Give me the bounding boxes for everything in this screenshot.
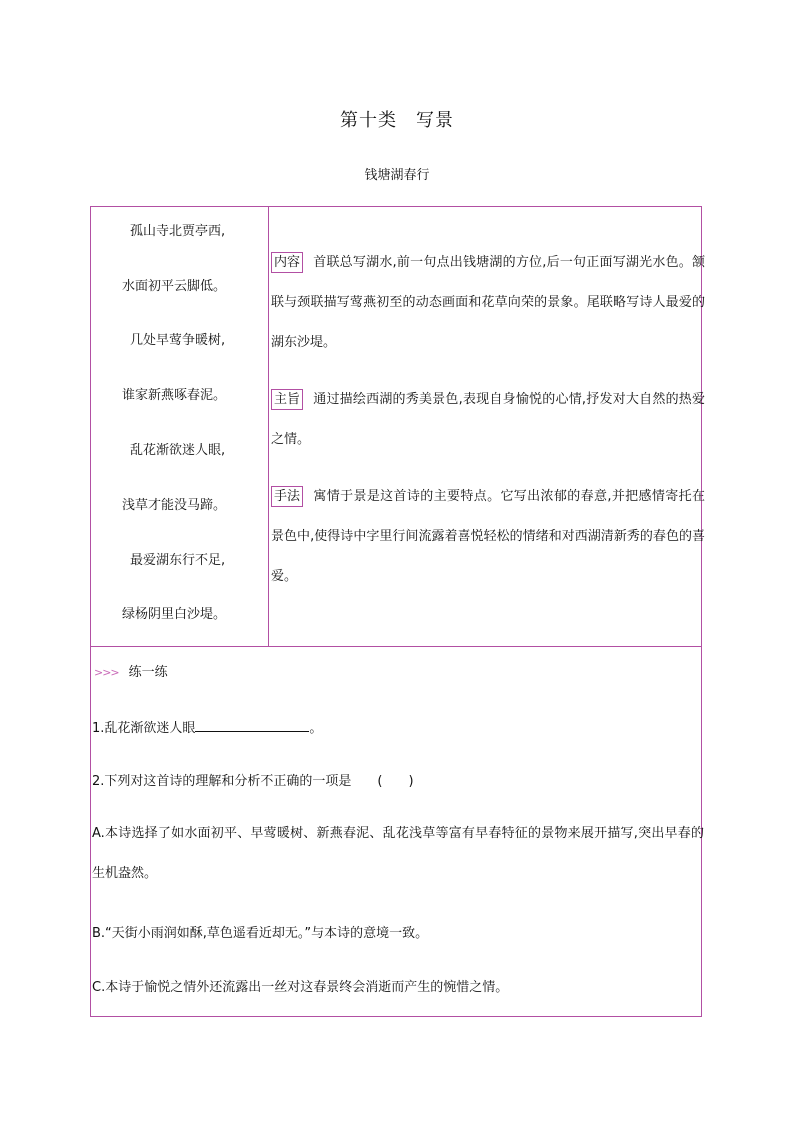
analysis-technique [271,477,705,597]
poem-line: 几处早莺争暖树, [130,333,226,348]
practice-heading: >>> 练一练 [94,665,168,680]
page-title: 第十类 写景 [340,110,454,131]
theme-tag: 主旨 [271,389,303,410]
content-text: 首联总写湖水,前一句点出钱塘湖的方位,后一句正面写湖光水色。颔联与颈联描写莺燕初至的动态画面和花草向荣的景象。尾联略写诗人最爱的湖东沙堤。 [271,255,705,350]
question-1: 1.乱花渐欲迷人眼 。 [92,717,322,736]
analysis-content [271,243,705,363]
option-a: A.本诗选择了如水面初平、早莺暖树、新燕春泥、乱花浅草等富有早春特征的景物来展开描写,突出早春的生机盎然。 [92,826,704,881]
poem-line: 绿杨阴里白沙堤。 [122,607,227,622]
content-tag: 内容 [271,252,303,273]
column-divider [268,206,269,646]
option-c: C.本诗于愉悦之情外还流露出一丝对这春景终会消逝而产生的惋惜之情。 [92,980,509,995]
poem-line: 最爱湖东行不足, [130,553,226,568]
poem-line: 孤山寺北贾亭西, [130,224,226,239]
technique-tag: 手法 [271,486,303,507]
poem-line: 谁家新燕啄春泥。 [122,388,227,403]
question-2: 2.下列对这首诗的理解和分析不正确的一项是 ( ) [92,774,414,789]
chevrons-icon: >>> [94,666,119,679]
option-b: B.“天街小雨润如酥,草色遥看近却无。”与本诗的意境一致。 [92,926,429,941]
technique-text: 寓情于景是这首诗的主要特点。它写出浓郁的春意,并把感情寄托在景色中,使得诗中字里行间流露着喜悦轻松的情绪和对西湖清新秀的春色的喜爱。 [271,489,705,584]
answer-blank[interactable] [195,718,309,732]
section-divider [90,646,702,647]
poem-title: 钱塘湖春行 [364,168,430,183]
poem-line: 乱花渐欲迷人眼, [130,443,226,458]
analysis-theme [271,380,705,460]
poem-line: 水面初平云脚低。 [122,279,227,294]
poem-line: 浅草才能没马蹄。 [122,498,227,513]
theme-text: 通过描绘西湖的秀美景色,表现自身愉悦的心情,抒发对大自然的热爱之情。 [271,392,705,447]
